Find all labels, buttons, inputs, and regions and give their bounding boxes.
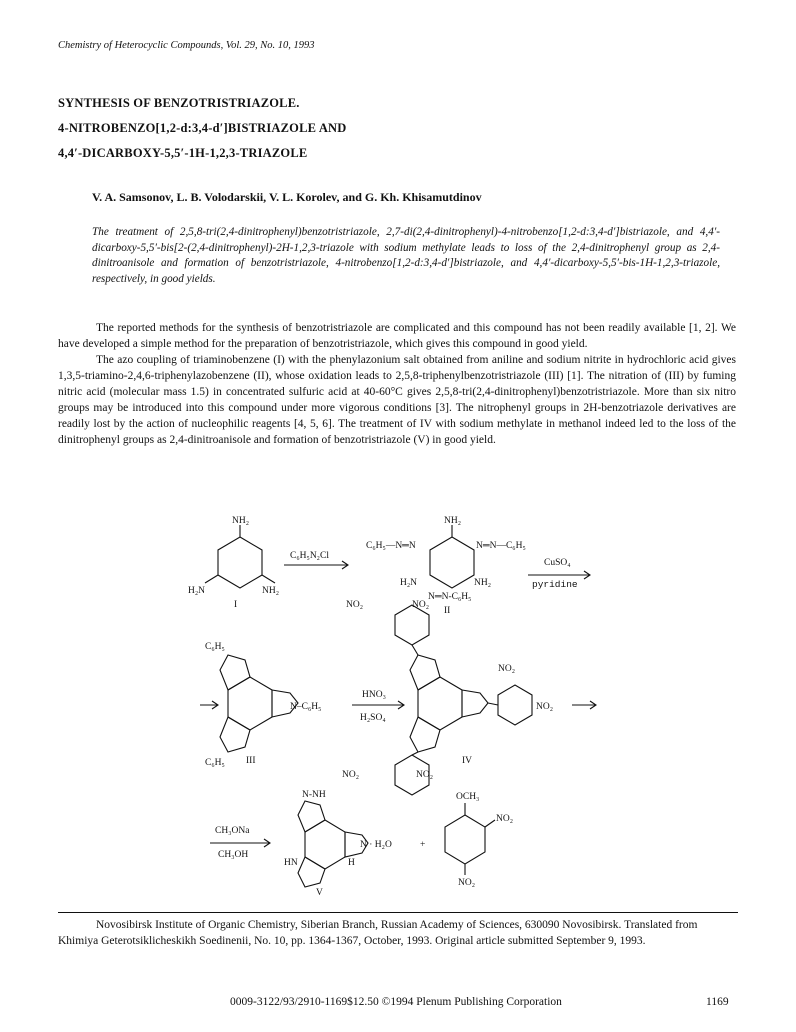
scheme-no2: NO₂ <box>416 770 434 780</box>
scheme-phenyl: C₆H₅ <box>205 758 225 768</box>
scheme-no2: NO₂ <box>496 814 514 824</box>
reagent-2a: CuSO₄ <box>544 558 571 568</box>
reagent-ch3oh: CH₃OH <box>218 850 249 860</box>
journal-header: Chemistry of Heterocyclic Compounds, Vol. 29, No. 10, 1993 <box>58 40 315 51</box>
scheme-nh2: NH₂ <box>262 586 280 596</box>
dinitroanisole-ring <box>445 815 485 864</box>
compound-IV-ring <box>418 677 462 730</box>
page-number: 1169 <box>706 996 729 1008</box>
title-line-3: 4,4′-DICARBOXY-5,5′-1H-1,2,3-TRIAZOLE <box>58 146 308 160</box>
scheme-och3: OCH₃ <box>456 792 480 802</box>
compound-V-ring <box>305 820 345 869</box>
scheme-hydrate: N · H₂O <box>360 840 392 850</box>
reagent-1: C₆H₅N₂Cl <box>290 551 329 561</box>
footnote-divider <box>58 912 738 913</box>
reaction-scheme <box>0 515 796 905</box>
copyright-line: 0009-3122/93/2910-1169$12.50 ©1994 Plenum Publishing Corporation <box>230 996 562 1008</box>
body-text <box>58 320 736 448</box>
scheme-no2: NO₂ <box>458 878 476 888</box>
author-list: V. A. Samsonov, L. B. Volodarskii, V. L. Korolev, and G. Kh. Khisamutdinov <box>92 190 482 204</box>
scheme-azo-left: C₆H₅—N═N <box>366 541 416 551</box>
label-compound-II: II <box>444 606 451 616</box>
title-line-2: 4-NITROBENZO[1,2-d:3,4-d′]BISTRIAZOLE AND <box>58 121 347 135</box>
compound-III-ring <box>228 677 272 730</box>
scheme-no2: NO₂ <box>498 664 516 674</box>
scheme-no2: NO₂ <box>412 600 430 610</box>
scheme-no2: NO₂ <box>536 702 554 712</box>
paragraph-1: The reported methods for the synthesis of benzotristriazole are complicated and this compound has not been readily available [1, 2]. We have developed a simple method for the preparation of benzotristriazole, which gives this compound in good yield. <box>58 322 736 350</box>
scheme-plus: + <box>420 840 426 850</box>
footnote <box>58 917 738 950</box>
reagent-hno3: HNO₃ <box>362 690 386 700</box>
scheme-nh: N-NH <box>302 790 326 800</box>
footnote-text: Novosibirsk Institute of Organic Chemistry, Siberian Branch, Russian Academy of Sciences, 630090 Novosibirsk. Translated from Khimiya Geterotsiklicheskikh Soedinenii, No. 10, pp. 1364-1367, October, 1993. Original article submitted September 9, 1993. <box>58 919 698 948</box>
scheme-h2n: H₂N <box>188 586 206 596</box>
scheme-azo-bottom: N═N-C₆H₅ <box>428 592 472 602</box>
title-line-1: SYNTHESIS OF BENZOTRISTRIAZOLE. <box>58 96 300 110</box>
reagent-h2so4: H₂SO₄ <box>360 713 386 723</box>
scheme-no2: NO₂ <box>346 600 364 610</box>
label-compound-V: V <box>316 888 323 898</box>
scheme-nh2: NH₂ <box>474 578 492 588</box>
scheme-azo-right: N═N—C₆H₅ <box>476 541 526 551</box>
label-compound-IV: IV <box>462 756 473 766</box>
abstract: The treatment of 2,5,8-tri(2,4-dinitrophenyl)benzotristriazole, 2,7-di(2,4-dinitrophenyl)-4-nitrobenzo[1,2-d:3,4-d′]bistriazole, and 4,4′-dicarboxy-5,5′-bis[2-(2,4-dinitrophenyl)-2H-1,2,3-triazole with sodium methylate leads to loss of the 2,4-dinitrophenyl group as 2,4-dinitroanisole and formation of benzotristriazole, 4-nitrobenzo[1,2-d:3,4-d′]bistriazole, and 4,4′-dicarboxy-5,5′-bis-1H-1,2,3-triazole, respectively, in good yields. <box>92 226 720 285</box>
scheme-h2n: H₂N <box>400 578 418 588</box>
label-compound-I: I <box>234 600 238 610</box>
reagent-2b: pyridine <box>532 579 578 590</box>
paragraph-2: The azo coupling of triaminobenzene (I) with the phenylazonium salt obtained from aniline and sodium nitrite in hydrochloric acid gives 1,3,5-triamino-2,4,6-triphenylazobenzene (II), whose oxidation leads to 2,5,8-triphenylbenzotristriazole (III) [1]. The nitration of (III) by fuming nitric acid (molecular mass 1.5) in concentrated sulfuric acid at 40-60°C gives 2,5,8-tri(2,4-dinitrophenyl)benzotristriazole. More than six nitro groups may be introduced into this compound under more vigorous conditions [3]. The nitrophenyl groups in 2H-benzotriazole derivatives are readily lost by the action of nucleophilic reagents [4, 5, 6]. The treatment of IV with sodium methylate in methanol indeed led to the loss of the dinitrophenyl groups as 2,4-dinitroanisole and formation of benzotristriazole (V) in good yield. <box>58 354 736 446</box>
scheme-nh2: NH₂ <box>444 516 462 526</box>
scheme-n-phenyl: N–C₆H₅ <box>290 702 322 712</box>
scheme-no2: NO₂ <box>342 770 360 780</box>
scheme-nh2: NH₂ <box>232 516 250 526</box>
scheme-h: H <box>348 858 355 868</box>
reagent-ch3ona: CH₃ONa <box>215 826 250 836</box>
compound-I-ring <box>218 537 262 588</box>
label-compound-III: III <box>246 756 256 766</box>
scheme-hn: HN <box>284 858 298 868</box>
scheme-phenyl: C₆H₅ <box>205 642 225 652</box>
compound-II-ring <box>430 537 474 588</box>
